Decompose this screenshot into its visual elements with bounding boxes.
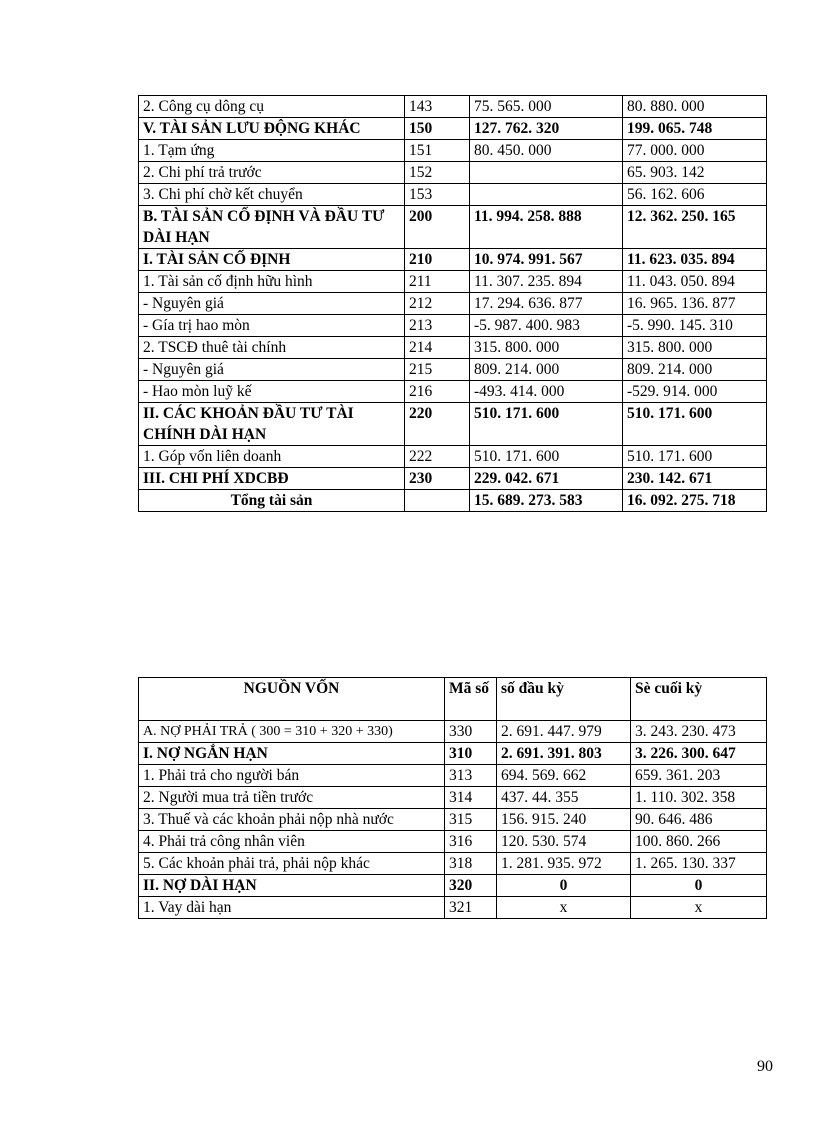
item-name: II. CÁC KHOẢN ĐẦU TƯ TÀI CHÍNH DÀI HẠN: [139, 403, 405, 446]
item-code: 215: [405, 359, 470, 381]
start-value: 2. 691. 391. 803: [497, 743, 631, 765]
start-value: 80. 450. 000: [470, 140, 623, 162]
table-row: [139, 468, 767, 490]
item-name: - Nguyên giá: [139, 293, 405, 315]
end-value: 11. 623. 035. 894: [623, 249, 767, 271]
start-value: 127. 762. 320: [470, 118, 623, 140]
item-name: - Nguyên giá: [139, 359, 405, 381]
item-code: 152: [405, 162, 470, 184]
item-code: 220: [405, 403, 470, 446]
item-name: B. TÀI SẢN CỐ ĐỊNH VÀ ĐẦU TƯ DÀI HẠN: [139, 206, 405, 249]
table-row: [139, 787, 767, 809]
start-value: 694. 569. 662: [497, 765, 631, 787]
item-code: 200: [405, 206, 470, 249]
start-value: 1. 281. 935. 972: [497, 853, 631, 875]
header-nguon-von: NGUỒN VỐN: [139, 678, 445, 721]
item-code: 321: [445, 897, 497, 919]
item-name: 2. TSCĐ thuê tài chính: [139, 337, 405, 359]
start-value: 10. 974. 991. 567: [470, 249, 623, 271]
start-value: 0: [497, 875, 631, 897]
item-code: 318: [445, 853, 497, 875]
item-code: 151: [405, 140, 470, 162]
end-value: 1. 265. 130. 337: [631, 853, 767, 875]
table-header-row: [139, 678, 767, 721]
item-name: - Gía trị hao mòn: [139, 315, 405, 337]
item-code: 214: [405, 337, 470, 359]
end-value: 809. 214. 000: [623, 359, 767, 381]
start-value: 11. 994. 258. 888: [470, 206, 623, 249]
item-name: I. TÀI SẢN CỐ ĐỊNH: [139, 249, 405, 271]
start-value: 17. 294. 636. 877: [470, 293, 623, 315]
item-code: 212: [405, 293, 470, 315]
table-row: [139, 743, 767, 765]
end-value: -529. 914. 000: [623, 381, 767, 403]
page-number: 90: [757, 1058, 773, 1075]
start-value: [470, 162, 623, 184]
item-name: - Hao mòn luỹ kế: [139, 381, 405, 403]
end-value: 1. 110. 302. 358: [631, 787, 767, 809]
table-row: [139, 446, 767, 468]
item-name: I. NỢ NGẮN HẠN: [139, 743, 445, 765]
end-value: x: [631, 897, 767, 919]
item-code: 230: [405, 468, 470, 490]
item-name: 1. Vay dài hạn: [139, 897, 445, 919]
table-row: [139, 337, 767, 359]
start-value: -5. 987. 400. 983: [470, 315, 623, 337]
start-value: 510. 171. 600: [470, 446, 623, 468]
start-value: x: [497, 897, 631, 919]
table-row: [139, 315, 767, 337]
end-value: 230. 142. 671: [623, 468, 767, 490]
end-value: 100. 860. 266: [631, 831, 767, 853]
item-code: 211: [405, 271, 470, 293]
start-value: 2. 691. 447. 979: [497, 721, 631, 743]
item-code: 314: [445, 787, 497, 809]
start-value: 510. 171. 600: [470, 403, 623, 446]
item-code: 330: [445, 721, 497, 743]
capital-sources-table: [138, 677, 767, 919]
item-code: 222: [405, 446, 470, 468]
item-name: III. CHI PHÍ XDCBĐ: [139, 468, 405, 490]
item-code: 313: [445, 765, 497, 787]
item-name: 2. Công cụ dông cụ: [139, 96, 405, 118]
item-code: 315: [445, 809, 497, 831]
table-row: [139, 831, 767, 853]
start-value: [470, 184, 623, 206]
item-code: [405, 490, 470, 512]
table-row: [139, 490, 767, 512]
table-row: [139, 359, 767, 381]
item-code: 316: [445, 831, 497, 853]
table-row: [139, 875, 767, 897]
end-value: 0: [631, 875, 767, 897]
item-name: 3. Thuế và các khoản phải nộp nhà nước: [139, 809, 445, 831]
item-code: 320: [445, 875, 497, 897]
header-end-period: Sè cuối kỳ: [631, 678, 767, 721]
end-value: 11. 043. 050. 894: [623, 271, 767, 293]
end-value: 16. 965. 136. 877: [623, 293, 767, 315]
end-value: 90. 646. 486: [631, 809, 767, 831]
item-name: 5. Các khoản phải trả, phải nộp khác: [139, 853, 445, 875]
table-row: [139, 96, 767, 118]
table-row: [139, 853, 767, 875]
item-code: 143: [405, 96, 470, 118]
start-value: 437. 44. 355: [497, 787, 631, 809]
table-row: [139, 184, 767, 206]
assets-table-body: [139, 96, 767, 512]
start-value: 75. 565. 000: [470, 96, 623, 118]
start-value: 120. 530. 574: [497, 831, 631, 853]
end-value: 65. 903. 142: [623, 162, 767, 184]
item-name: Tổng tài sản: [139, 490, 405, 512]
table-row: [139, 809, 767, 831]
end-value: 16. 092. 275. 718: [623, 490, 767, 512]
item-name: 1. Góp vốn liên doanh: [139, 446, 405, 468]
table-row: [139, 897, 767, 919]
table-row: [139, 118, 767, 140]
capital-sources-table-body: [139, 678, 767, 919]
table-row: [139, 403, 767, 446]
table-row: [139, 765, 767, 787]
start-value: 15. 689. 273. 583: [470, 490, 623, 512]
item-code: 216: [405, 381, 470, 403]
table-row: [139, 721, 767, 743]
end-value: 3. 243. 230. 473: [631, 721, 767, 743]
end-value: 659. 361. 203: [631, 765, 767, 787]
table-row: [139, 162, 767, 184]
table-row: [139, 271, 767, 293]
item-name: 1. Tạm ứng: [139, 140, 405, 162]
item-code: 210: [405, 249, 470, 271]
header-start-period: số đầu kỳ: [497, 678, 631, 721]
end-value: 80. 880. 000: [623, 96, 767, 118]
item-name: II. NỢ DÀI HẠN: [139, 875, 445, 897]
item-code: 150: [405, 118, 470, 140]
table-row: [139, 140, 767, 162]
start-value: -493. 414. 000: [470, 381, 623, 403]
item-name: 2. Người mua trả tiền trước: [139, 787, 445, 809]
end-value: -5. 990. 145. 310: [623, 315, 767, 337]
start-value: 11. 307. 235. 894: [470, 271, 623, 293]
end-value: 3. 226. 300. 647: [631, 743, 767, 765]
end-value: 199. 065. 748: [623, 118, 767, 140]
start-value: 809. 214. 000: [470, 359, 623, 381]
header-code: Mã số: [445, 678, 497, 721]
item-name: 1. Phải trả cho người bán: [139, 765, 445, 787]
item-name: A. NỢ PHẢI TRẢ ( 300 = 310 + 320 + 330): [139, 721, 445, 743]
end-value: 510. 171. 600: [623, 446, 767, 468]
start-value: 156. 915. 240: [497, 809, 631, 831]
item-name: 4. Phải trả công nhân viên: [139, 831, 445, 853]
end-value: 56. 162. 606: [623, 184, 767, 206]
assets-table: [138, 95, 767, 512]
item-name: 1. Tài sản cố định hữu hình: [139, 271, 405, 293]
start-value: 315. 800. 000: [470, 337, 623, 359]
table-row: [139, 206, 767, 249]
end-value: 315. 800. 000: [623, 337, 767, 359]
item-code: 213: [405, 315, 470, 337]
end-value: 12. 362. 250. 165: [623, 206, 767, 249]
item-name: V. TÀI SẢN LƯU ĐỘNG KHÁC: [139, 118, 405, 140]
table-row: [139, 293, 767, 315]
table-row: [139, 249, 767, 271]
item-code: 153: [405, 184, 470, 206]
table-row: [139, 381, 767, 403]
start-value: 229. 042. 671: [470, 468, 623, 490]
item-name: 2. Chi phí trả trước: [139, 162, 405, 184]
item-code: 310: [445, 743, 497, 765]
item-name: 3. Chi phí chờ kết chuyển: [139, 184, 405, 206]
end-value: 510. 171. 600: [623, 403, 767, 446]
end-value: 77. 000. 000: [623, 140, 767, 162]
